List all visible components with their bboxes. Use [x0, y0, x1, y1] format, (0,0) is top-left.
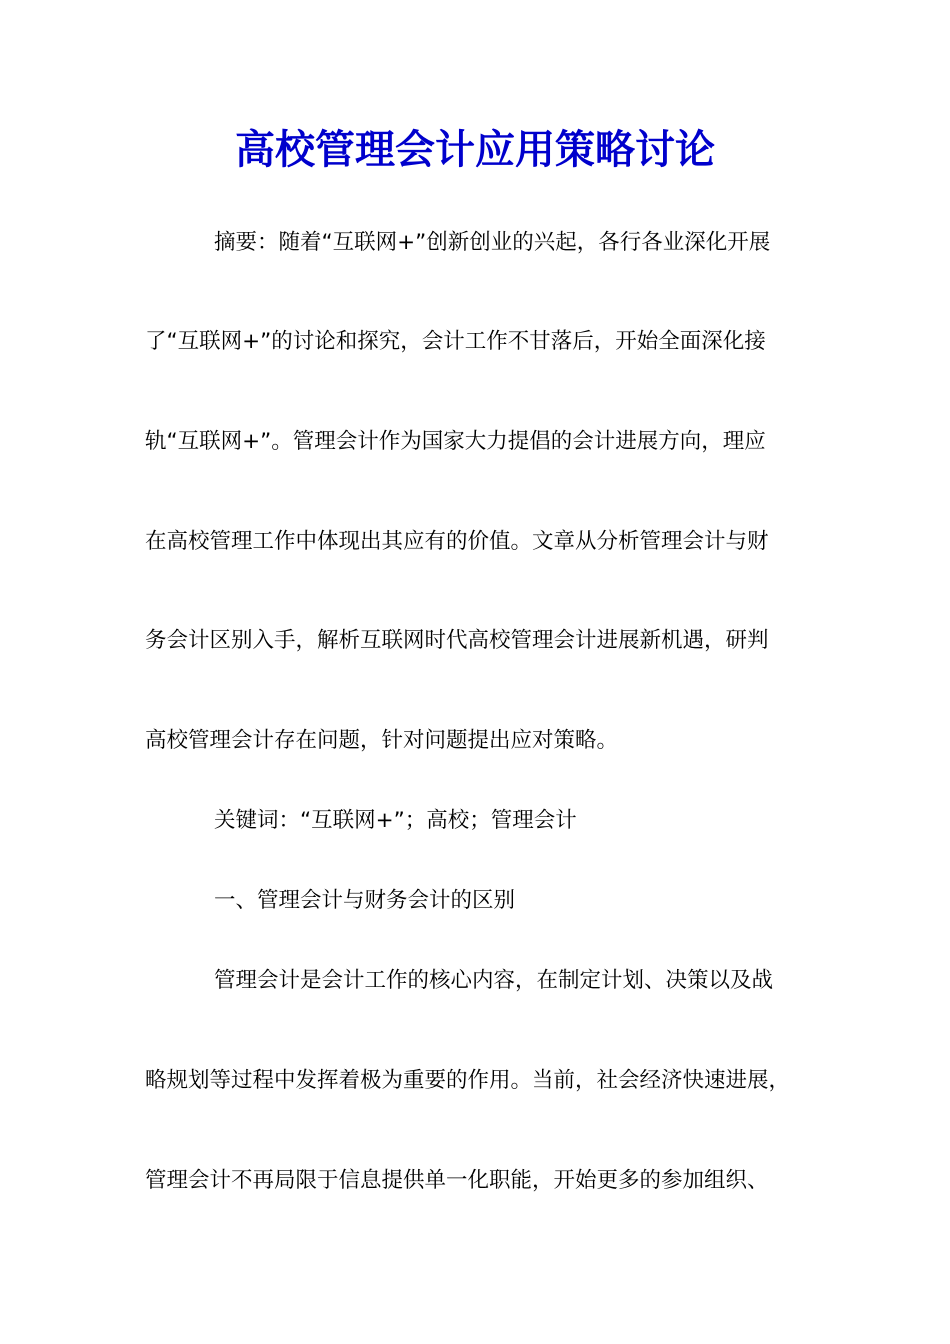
body-line-3: 管理会计不再局限于信息提供单一化职能，开始更多的参加组织、	[145, 1168, 769, 1193]
keywords-line: 关键词：“互联网+”；高校；管理会计	[214, 808, 577, 833]
abstract-line-1: 摘要：随着“互联网+”创新创业的兴起，各行各业深化开展	[214, 230, 771, 255]
abstract-line-3: 轨“互联网+”。管理会计作为国家大力提倡的会计进展方向，理应	[145, 429, 766, 454]
section-heading-1: 一、管理会计与财务会计的区别	[214, 888, 516, 913]
document-title: 高校管理会计应用策略讨论	[235, 126, 715, 173]
body-line-1: 管理会计是会计工作的核心内容，在制定计划、决策以及战	[214, 968, 774, 993]
abstract-line-6: 高校管理会计存在问题，针对问题提出应对策略。	[145, 728, 619, 753]
abstract-line-5: 务会计区别入手，解析互联网时代高校管理会计进展新机遇，研判	[145, 628, 769, 653]
abstract-line-2: 了“互联网+”的讨论和探究，会计工作不甘落后，开始全面深化接	[145, 329, 766, 354]
abstract-line-4: 在高校管理工作中体现出其应有的价值。文章从分析管理会计与财	[145, 529, 769, 554]
body-line-2: 略规划等过程中发挥着极为重要的作用。当前，社会经济快速进展，	[145, 1068, 791, 1093]
